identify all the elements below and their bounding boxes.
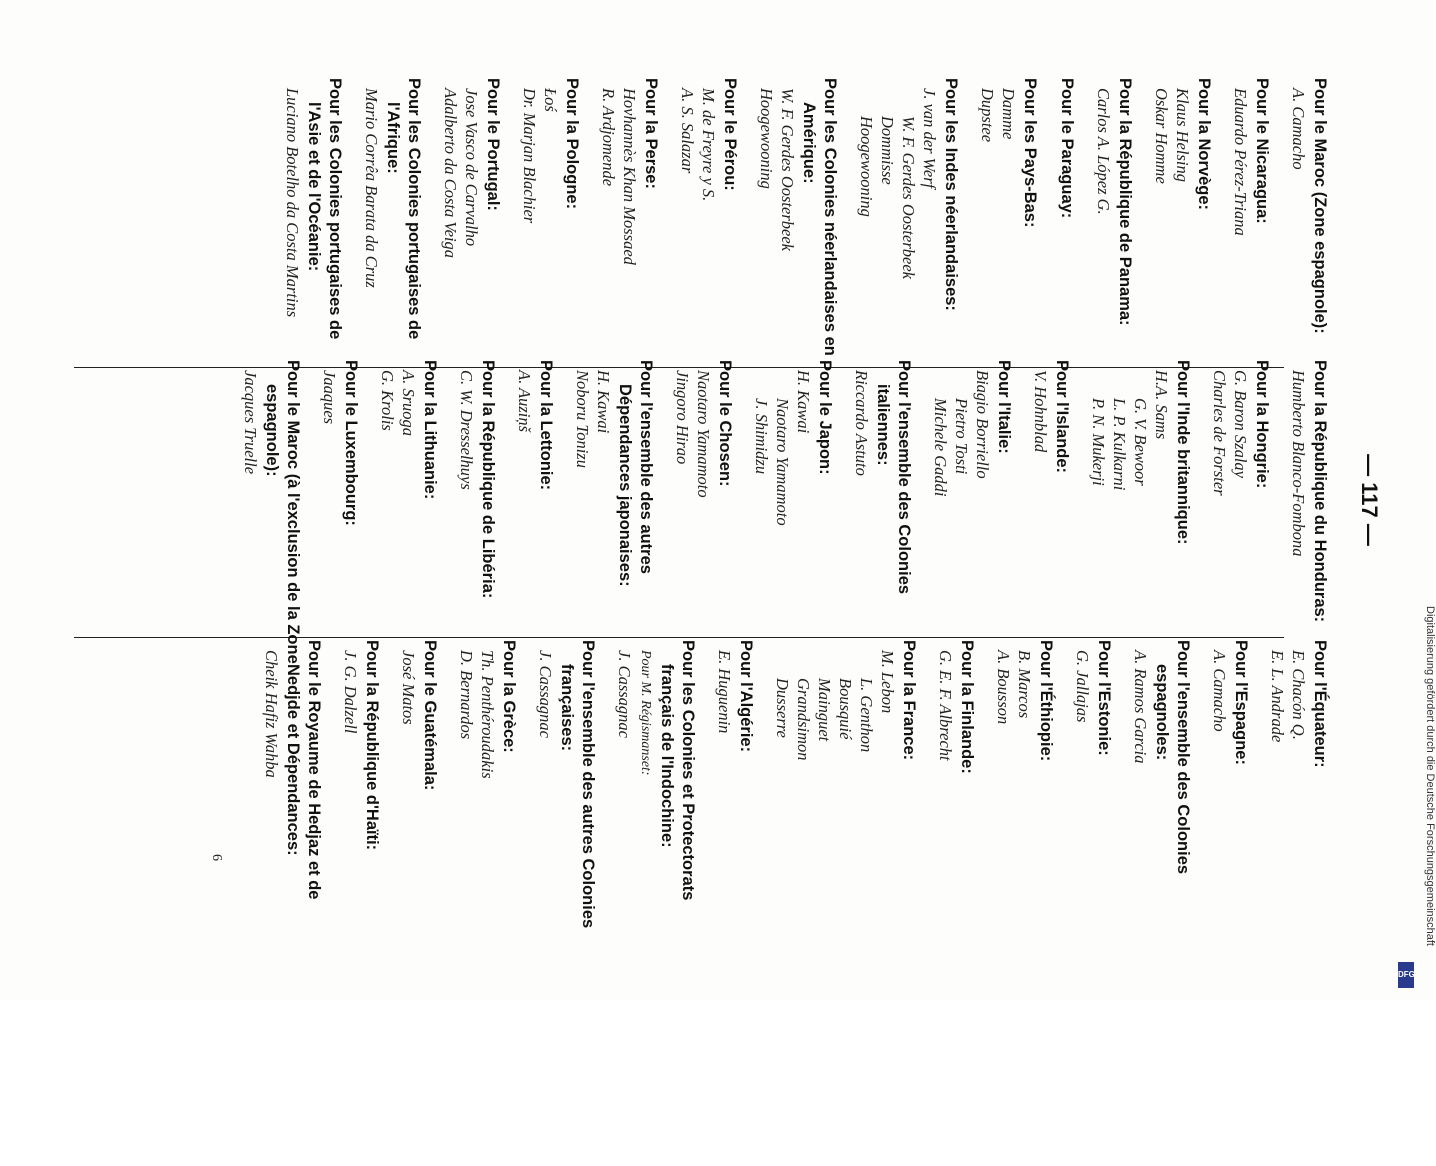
- country-heading: Pour les Colonies néerlandaises en Amérique:: [800, 78, 839, 356]
- signatory-name: A. Camacho: [1210, 650, 1229, 732]
- country-heading: Pour la Hongrie:: [1253, 360, 1271, 489]
- signatory-name: Th. Penthéroudakis: [478, 650, 497, 779]
- country-heading: Pour les Pays-Bas:: [1021, 78, 1039, 228]
- country-heading: Pour l'ensemble des Colonies italiennes:: [874, 360, 913, 595]
- signatory-name: V. Hohnblad: [1031, 370, 1050, 453]
- signatory-entry: [1288, 360, 1330, 665]
- signatory-name: Luciano Botelho da Costa Martins: [283, 88, 302, 318]
- signatory-name: Hoogewooning: [857, 116, 876, 217]
- signatory-name: Jaaques: [320, 370, 339, 425]
- signatory-name: G. Baron Szalay: [1231, 370, 1250, 479]
- country-heading: Pour les Colonies portugaises de l'Afrique:: [384, 78, 423, 340]
- signatory-name: E. L. Andrade: [1268, 650, 1287, 743]
- country-heading: Pour les Indes néerlandaises:: [942, 78, 960, 311]
- signatory-entry: [1151, 78, 1214, 383]
- country-heading: Pour l'ensemble des autres Colonies françaises:: [558, 640, 597, 929]
- signatory-name: E. Huguenin: [715, 650, 734, 734]
- signatory-name: L. P. Kulkarni: [1110, 398, 1129, 491]
- signatory-entry: [1209, 640, 1251, 945]
- country-heading: Pour le Guatémala:: [421, 640, 439, 791]
- country-heading: Pour la Lettonie:: [537, 360, 555, 491]
- country-heading: Pour le Luxembourg:: [342, 360, 360, 526]
- signatory-name: G. E. F. Albrecht: [936, 650, 955, 761]
- signatory-entry: [1056, 78, 1077, 383]
- signatory-entry: [1093, 78, 1135, 383]
- signatory-name: G. Jallajas: [1073, 650, 1092, 723]
- signatory-column-2: [224, 360, 1330, 665]
- signatory-name: Dr. Marjan Blachier: [520, 88, 539, 224]
- signatory-entry: [240, 360, 303, 665]
- country-heading: Pour la République d'Haïti:: [363, 640, 381, 851]
- signatory-name: Jingoro Hirao: [673, 370, 692, 465]
- signatory-name: Klaus Helsing: [1173, 88, 1192, 182]
- signatory-entry: [340, 640, 382, 945]
- country-heading: Pour l'Équateur:: [1311, 640, 1329, 768]
- signatory-entry: [1130, 640, 1193, 945]
- country-heading: Pour les Colonies et Protectorats français de l'Indochine:: [658, 640, 697, 901]
- signatory-name: W. F. Gerdes Oosterbeek: [778, 88, 797, 251]
- signatory-name: Cheik Hafiz Wahba: [262, 650, 281, 778]
- footer-strip: [1390, 0, 1434, 1000]
- signatory-entry: [1072, 640, 1114, 945]
- signatory-name: Hoogewooning: [757, 88, 776, 189]
- country-heading: Pour le Portugal:: [484, 78, 502, 211]
- country-heading: Pour les Colonies portugaises de l'Asie et de l'Océanie:: [305, 78, 344, 340]
- country-heading: Pour le Maroc (Zone espagnole):: [1311, 78, 1329, 334]
- signatory-name: Hovhannès Khan Mossaed: [620, 88, 639, 265]
- country-heading: Pour la Perse:: [642, 78, 660, 189]
- signatory-name: Naotaro Yamamoto: [694, 370, 713, 498]
- country-heading: Pour le Japon:: [816, 360, 834, 475]
- country-heading: Pour l'Estonie:: [1095, 640, 1113, 756]
- signatory-name: Dupstee: [978, 88, 997, 143]
- country-heading: Pour la République du Honduras:: [1311, 360, 1329, 623]
- signatory-column-3: [245, 640, 1330, 945]
- country-heading: Pour le Royaume de Hedjaz et de Nedjde et Dépendances:: [284, 640, 323, 900]
- signatory-entry: [751, 360, 835, 665]
- signatory-entry: [772, 640, 919, 945]
- signatory-name: Jacques Truelle: [241, 370, 260, 475]
- signatory-name: G. V. Bewoor: [1131, 398, 1150, 486]
- signatory-name: P. N. Mukerji: [1089, 398, 1108, 486]
- signatory-name: D. Bernardos: [457, 650, 476, 740]
- country-heading: Pour la Pologne:: [563, 78, 581, 210]
- country-heading: Pour l'Éthiopie:: [1037, 640, 1055, 762]
- signatory-name: Carlos A. López G.: [1094, 88, 1113, 215]
- signatory-entry: [856, 78, 961, 383]
- signatory-name: H.A. Sams: [1152, 370, 1171, 440]
- signatory-entry: [1288, 78, 1330, 383]
- signatory-entry: [756, 78, 840, 383]
- signatory-name: Eduardo Pérez-Triana: [1231, 88, 1250, 236]
- signatory-name: A. Ramos Garcia: [1131, 650, 1150, 764]
- signatory-name: Dusserre: [773, 678, 792, 738]
- signatory-entry: [614, 640, 698, 945]
- signatory-name: Mario Corrêa Barata da Cruz: [362, 88, 381, 288]
- signatory-entry: [977, 78, 1040, 383]
- signatory-entry: [440, 78, 503, 383]
- country-heading: Pour le Pérou:: [721, 78, 739, 191]
- signatory-name: Oskar Homme: [1152, 88, 1171, 184]
- signatory-name: Dommisse: [878, 116, 897, 185]
- signatory-entry: [1209, 360, 1272, 665]
- signatory-name: A. Sruoga: [399, 370, 418, 436]
- country-heading: Pour l'Inde britannique:: [1174, 360, 1192, 545]
- signatory-name: A. Camacho: [1289, 88, 1308, 170]
- country-heading: Pour l'Algérie:: [737, 640, 755, 753]
- signatory-entry: [282, 78, 345, 383]
- signatory-name: A. Bousson: [994, 650, 1013, 725]
- signatory-name: H. Kawai: [794, 370, 813, 434]
- signatory-name: Łoś: [541, 88, 560, 112]
- signatory-entry: [377, 360, 440, 665]
- signatory-name: A. S. Salazar: [678, 88, 697, 174]
- signatory-name: M. de Freyre y S.: [699, 88, 718, 202]
- signatory-entry: [456, 360, 498, 665]
- footer-credit: Digitalisierung gefördert durch die Deutsche Forschungsgemeinschaft: [1424, 606, 1436, 946]
- signatory-name: Mainguet: [815, 678, 834, 742]
- signatory-entry: [1267, 640, 1330, 945]
- country-heading: Pour l'ensemble des autres Dépendances japonaises:: [616, 360, 655, 587]
- signatory-entry: [935, 640, 977, 945]
- country-heading: Pour la Grèce:: [500, 640, 518, 753]
- page-number: — 117 —: [1357, 454, 1382, 546]
- signatory-name: Jose Vasco de Carvalho: [462, 88, 481, 247]
- signatory-entry: [514, 360, 556, 665]
- country-heading: Pour le Maroc (à l'exclusion de la Zone espagnole):: [263, 360, 302, 664]
- signatory-name: J. Cassagnac: [615, 650, 634, 738]
- signatory-name: Pour M. Régismanset:: [638, 650, 653, 776]
- country-heading: Pour la République de Panama:: [1116, 78, 1134, 326]
- signatory-entry: [319, 360, 361, 665]
- country-heading: Pour le Nicaragua:: [1253, 78, 1271, 224]
- country-heading: Pour l'Espagne:: [1232, 640, 1250, 765]
- signatory-name: C. W. Dresselhuys: [457, 370, 476, 490]
- signatory-name: J. G. Dalzell: [341, 650, 360, 734]
- country-heading: Pour la République de Libéria:: [479, 360, 497, 599]
- signatory-entry: [361, 78, 424, 383]
- country-heading: Pour l'ensemble des Colonies espagnoles:: [1153, 640, 1192, 875]
- signatory-name: Damme: [999, 88, 1018, 140]
- signatory-entry: [572, 360, 656, 665]
- signatory-name: Grandsimon: [794, 678, 813, 761]
- country-heading: Pour l'Islande:: [1053, 360, 1071, 474]
- signatory-name: J. Shimidzu: [752, 398, 771, 475]
- signatory-entry: [1088, 360, 1193, 665]
- signatory-name: M. Lebon: [878, 650, 897, 714]
- signatory-name: A. Auziņš: [515, 370, 534, 433]
- signatory-name: J. van der Werf: [920, 88, 939, 189]
- signatory-name: Humberto Blanco-Fombona: [1289, 370, 1308, 557]
- signatory-name: R. Ardjomende: [599, 88, 618, 187]
- signatory-name: Charles de Forster: [1210, 370, 1229, 496]
- signatory-name: W. F. Gerdes Oosterbeek: [899, 116, 918, 279]
- signatory-name: Noboru Tonizu: [573, 370, 592, 468]
- signatory-entry: [714, 640, 756, 945]
- country-heading: Pour la Norvège:: [1195, 78, 1213, 211]
- signatory-entry: [677, 78, 740, 383]
- signatory-name: Biagio Borriello: [973, 370, 992, 479]
- country-heading: Pour la Finlande:: [958, 640, 976, 774]
- folio-mark: 6: [209, 854, 224, 861]
- signatory-entry: [261, 640, 324, 945]
- signatory-entry: [456, 640, 519, 945]
- signatory-entry: [1230, 78, 1272, 383]
- signatory-entry: [1030, 360, 1072, 665]
- signatory-name: Adalberto da Costa Veiga: [441, 88, 460, 259]
- signatory-name: G. Krolis: [378, 370, 397, 431]
- signatory-entry: [598, 78, 661, 383]
- country-heading: Pour la France:: [900, 640, 918, 761]
- signatory-name: B. Marcos: [1015, 650, 1034, 719]
- country-heading: Pour l'Italie:: [995, 360, 1013, 454]
- signatory-entry: [519, 78, 582, 383]
- signatory-entry: [930, 360, 1014, 665]
- signatory-entry: [535, 640, 598, 945]
- signatory-name: Pietro Tosti: [952, 398, 971, 475]
- signatory-name: Michele Gaddi: [931, 398, 950, 497]
- country-heading: Pour le Paraguay:: [1058, 78, 1076, 219]
- signatory-entry: [993, 640, 1056, 945]
- signatory-entry: [851, 360, 914, 665]
- country-heading: Pour le Chosen:: [716, 360, 734, 487]
- country-heading: Pour la Lithuanie:: [421, 360, 439, 500]
- signatory-name: Naotaro Yamamoto: [773, 398, 792, 526]
- signatory-name: L. Genthon: [857, 678, 876, 753]
- signatory-name: H. Kawai: [594, 370, 613, 434]
- signatory-name: Bousquié: [836, 678, 855, 740]
- signatory-name: José Matos: [399, 650, 418, 725]
- signatory-entry: [398, 640, 440, 945]
- signatory-name: E. Chacón Q.: [1289, 650, 1308, 740]
- signatory-column-1: [266, 78, 1330, 383]
- signatory-name: Riccardo Astuto: [852, 370, 871, 476]
- dfg-logo: DFG: [1398, 962, 1414, 988]
- signatory-entry: [672, 360, 735, 665]
- signatory-name: J. Cassagnac: [536, 650, 555, 738]
